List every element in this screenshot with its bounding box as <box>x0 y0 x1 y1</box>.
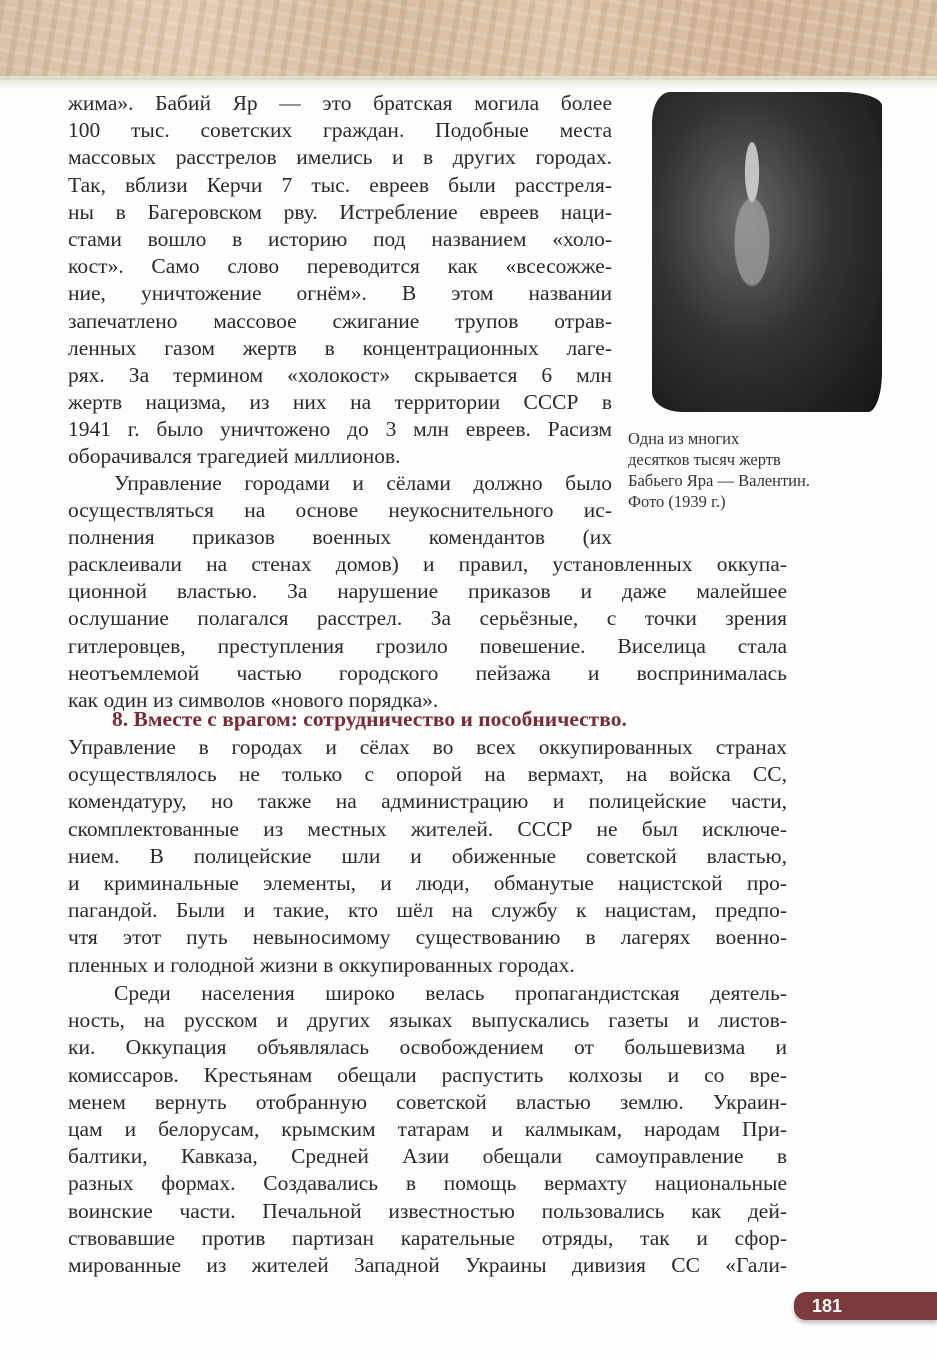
text-line: жертв нацизма, из них на территории СССР в <box>68 390 612 415</box>
text-line: осуществляться на основе неукоснительного ис- <box>68 498 612 523</box>
page-number-tab <box>794 1292 937 1320</box>
text-line: ние, уничтожение огнём». В этом названии <box>68 281 612 306</box>
text-line: 100 тыс. советских граждан. Подобные места <box>68 118 612 143</box>
text-line: кост». Само слово переводится как «всесожже- <box>68 254 612 279</box>
text-line: Среди населения широко велась пропагандистская деятель- <box>114 981 787 1005</box>
text-line: чтя этот путь невыносимому существованию в лагерях военно- <box>68 925 787 950</box>
text-line: и криминальные элементы, и люди, обманутые нацистской про- <box>68 870 787 895</box>
page-number: 181 <box>812 1296 843 1316</box>
paragraph-2-wide <box>68 551 787 714</box>
text-line: рях. За термином «холокост» скрывается 6 млн <box>68 362 612 387</box>
text-line: ослушание полагался расстрел. За серьёзные, с точки зрения <box>68 606 787 631</box>
caption-line: Одна из многих <box>628 429 740 448</box>
text-line: запечатлено массовое сжигание трупов отрав- <box>68 308 612 333</box>
text-line: Так, вблизи Керчи 7 тыс. евреев были расстреля- <box>68 172 612 197</box>
caption-line: Фото (1939 г.) <box>628 492 726 511</box>
text-line: стами вошло в историю под названием «холо- <box>68 226 612 251</box>
text-line: воинские части. Печальной известностью пользовались как дей- <box>68 1198 787 1223</box>
text-line: пагандой. Были и такие, кто шёл на службу к нацистам, предпо- <box>68 898 787 923</box>
text-line: Управление городами и сёлами должно было <box>114 471 612 495</box>
text-line: ность, на русском и других языках выпускались газеты и листов- <box>68 1008 787 1033</box>
caption-line: десятков тысяч жертв <box>628 450 781 469</box>
text-line: оборачивался трагедией миллионов. <box>68 444 401 469</box>
text-line: ствовавшие против партизан карательные отряды, так и сфор- <box>68 1225 787 1250</box>
historical-photo-child <box>652 92 882 412</box>
text-line: балтики, Кавказа, Средней Азии обещали самоуправление в <box>68 1144 787 1169</box>
text-line: цам и белорусам, крымским татарам и калмыкам, народам При- <box>68 1116 787 1141</box>
text-line: комиссаров. Крестьянам обещали распустить колхозы и со вре- <box>68 1062 787 1087</box>
paragraph-4 <box>68 980 787 1279</box>
text-line: расклеивали на стенах домов) и правил, установленных оккупа- <box>68 552 787 576</box>
paragraph-1 <box>68 90 612 471</box>
paragraph-2-narrow <box>68 470 612 552</box>
paragraph-3 <box>68 734 787 979</box>
text-line: полнения приказов военных комендантов (их <box>68 525 612 550</box>
text-line: нием. В полицейские шли и обиженные советской властью, <box>68 843 787 868</box>
section-heading: 8. Вместе с врагом: сотрудничество и пособничество. <box>112 707 627 731</box>
text-line: Управление в городах и сёлах во всех оккупированных странах <box>68 735 787 759</box>
text-line: комендатуру, но также на администрацию и полицейские части, <box>68 789 787 814</box>
text-line: ны в Багеровском рву. Истребление евреев наци- <box>68 199 612 224</box>
text-line: мированные из жителей Западной Украины дивизия СС «Гали- <box>68 1252 787 1277</box>
text-line: жима». Бабий Яр — это братская могила более <box>68 91 612 115</box>
text-line: ленных газом жертв в концентрационных лаге- <box>68 335 612 360</box>
text-line: пленных и голодной жизни в оккупированных городах. <box>68 952 575 977</box>
text-line: массовых расстрелов имелись и в других городах. <box>68 145 612 170</box>
photo-caption <box>628 428 810 512</box>
text-line: ционной властью. За нарушение приказов и даже малейшее <box>68 579 787 604</box>
child-figure <box>712 142 792 342</box>
decorative-header-band <box>0 0 937 80</box>
text-line: скомплектованные из местных жителей. СССР не был исключе- <box>68 816 787 841</box>
text-line: 1941 г. было уничтожено до 3 млн евреев. Расизм <box>68 417 612 442</box>
text-line: менем вернуть отобранную советской властью землю. Украин- <box>68 1089 787 1114</box>
text-line: гитлеровцев, преступления грозило повешение. Виселица стала <box>68 633 787 658</box>
text-line: как один из символов «нового порядка». <box>68 687 439 712</box>
text-line: осуществлялось не только с опорой на вермахт, на войска СС, <box>68 762 787 787</box>
text-line: неотъемлемой частью городского пейзажа и воспринималась <box>68 660 787 685</box>
text-line: ки. Оккупация объявлялась освобождением от большевизма и <box>68 1035 787 1060</box>
text-line: разных формах. Создавались в помощь вермахту национальные <box>68 1171 787 1196</box>
caption-line: Бабьего Яра — Валентин. <box>628 471 810 490</box>
